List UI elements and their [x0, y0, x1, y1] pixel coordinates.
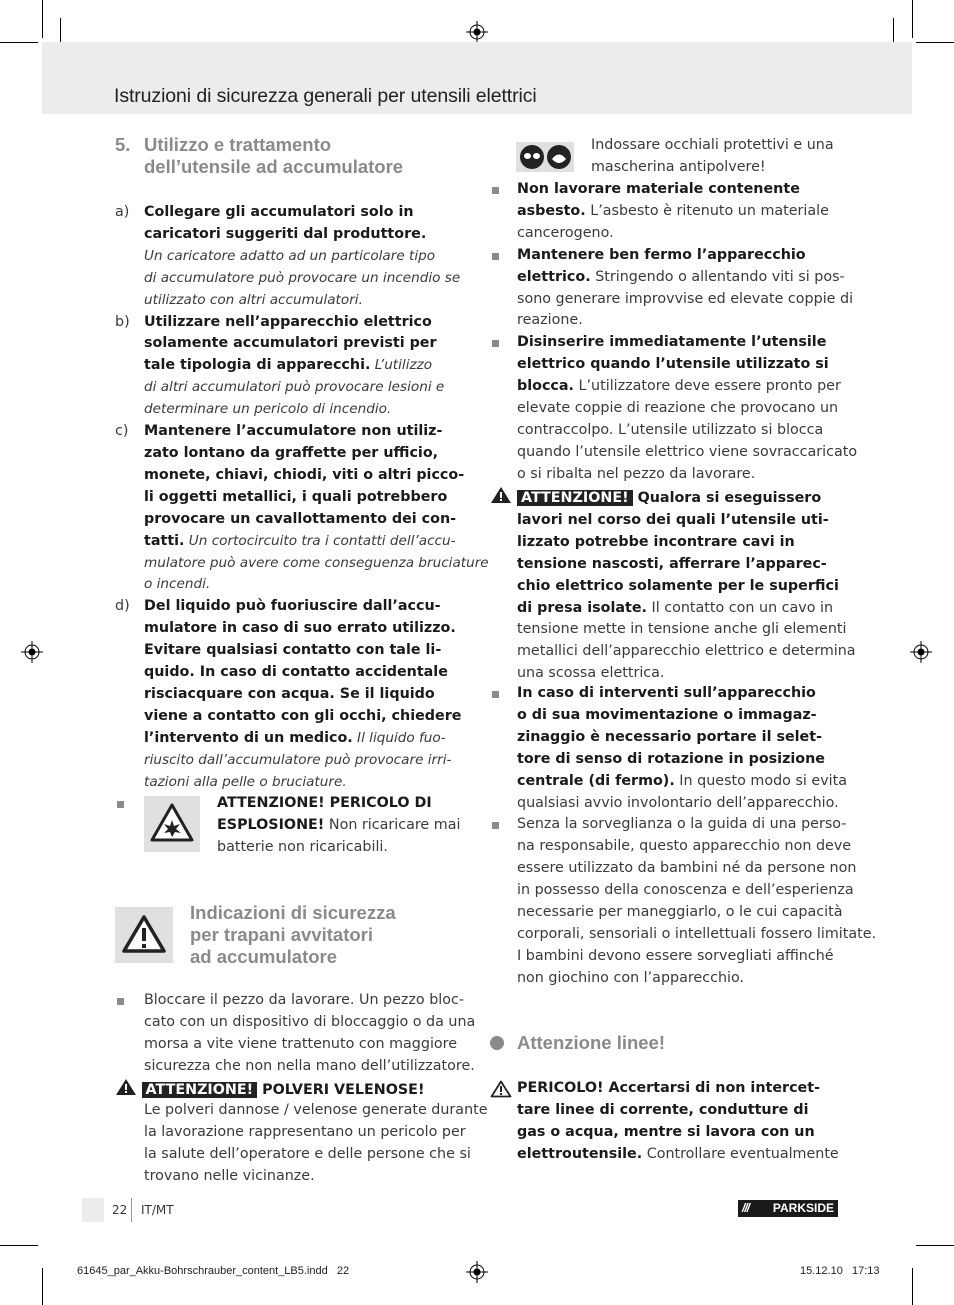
print-slug-file: 61645_par_Akku-Bohrschrauber_content_LB5.indd 22: [77, 1265, 350, 1277]
list-item-letter: b): [115, 313, 130, 330]
text-line: o si ribalta nel pezzo da lavorare.: [517, 465, 756, 482]
attention-label: ATTENZIONE!: [517, 490, 633, 506]
page-title: Istruzioni di sicurezza generali per utensili elettrici: [114, 85, 537, 107]
text-line: Indossare occhiali protettivi e una: [591, 137, 834, 153]
text-line: chio elettrico solamente per le superfici: [517, 577, 839, 594]
bullet-icon: [117, 998, 124, 1005]
text-line: tensione mette in tensione anche gli elementi: [517, 621, 847, 638]
section-number: 5.: [115, 134, 131, 155]
text-line: elettrico quando l’utensile utilizzato si: [517, 356, 829, 373]
text-line: in possesso della conoscenza e dell’esperienza: [517, 882, 854, 899]
text-line: la lavorazione rappresentano un pericolo per: [144, 1123, 466, 1140]
crop-mark: [893, 18, 894, 44]
text-line: monete, chiavi, chiodi, viti o altri picco-: [144, 466, 465, 483]
registration-mark-icon: [21, 641, 43, 663]
text-line: mulatore in caso di suo errato utilizzo.: [144, 620, 456, 637]
text-line: Non lavorare materiale contenente: [517, 181, 800, 197]
crop-mark: [912, 0, 913, 38]
text-line: I bambini devono essere sorvegliati affinché: [517, 947, 834, 964]
cable-warning: [490, 486, 856, 685]
explosion-warning-text: ATTENZIONE! PERICOLO DI ESPLOSIONE! Non ricaricare mai batterie non ricaricabili.: [217, 795, 461, 855]
crop-mark: [916, 42, 954, 43]
language-code: IT/MT: [141, 1203, 174, 1217]
registration-mark-icon: [910, 641, 932, 663]
text-line: viene a contatto con gli occhi, chiedere: [144, 707, 462, 724]
text-line: sono generare improvvise ed elevate coppie di: [517, 290, 854, 307]
crop-mark: [60, 18, 61, 44]
text-line: In caso di interventi sull’apparecchio: [517, 685, 816, 701]
bullet-icon: [492, 187, 499, 194]
bullet-icon: [492, 691, 499, 698]
warning-triangle-icon: [115, 1078, 137, 1096]
page-header: [42, 42, 912, 114]
text-line: mulatore può avere come conseguenza bruciature: [144, 554, 489, 571]
page-number: 22: [112, 1203, 128, 1217]
text-line: tazioni alla pelle o bruciature.: [144, 773, 347, 790]
text-line: tatti. Un cortocircuito tra i contatti dell’accu-: [144, 532, 456, 549]
text-line: cancerogeno.: [517, 224, 614, 241]
text-line: zato lontano da graffette per ufficio,: [144, 444, 439, 461]
text-line: non giochino con l’apparecchio.: [517, 969, 745, 986]
footer-tab: [82, 1198, 104, 1222]
text-line: quido. In caso di contatto accidentale: [144, 664, 448, 681]
text-line: elettrico. Stringendo o allentando viti si pos-: [517, 268, 845, 285]
text-line: reazione.: [517, 312, 583, 329]
section-title: Utilizzo e trattamento dell’utensile ad accumulatore: [144, 134, 404, 177]
brand-logo: /// PARKSIDE: [738, 1200, 838, 1217]
text-line: solamente accumulatori previsti per: [144, 335, 437, 352]
list-item: [490, 245, 854, 333]
text-line: trovano nelle vicinanze.: [144, 1167, 315, 1184]
text-line: di altri accumulatori può provocare lesioni e: [144, 379, 445, 396]
print-slug-date: 15.12.10 17:13: [800, 1265, 880, 1277]
footer-divider: [131, 1198, 132, 1222]
list-item: [115, 596, 475, 793]
text-line: tare linee di corrente, condutture di: [517, 1101, 809, 1118]
text-line: Le polveri dannose / velenose generate durante: [144, 1102, 488, 1118]
crop-mark: [916, 1245, 954, 1246]
text-line: di accumulatore può provocare un incendio se: [144, 269, 461, 286]
text-line: gas o acqua, mentre si lavora con un: [517, 1123, 815, 1140]
text-line: sicurezza che non nella mano dell’utilizzatore.: [144, 1057, 475, 1074]
text-line: cato con un dispositivo di bloccaggio o da una: [144, 1013, 476, 1030]
list-item-letter: d): [115, 598, 130, 615]
text-line: di presa isolate. Il contatto con un cavo in: [517, 599, 834, 616]
danger-triangle-icon: [490, 1080, 512, 1098]
text-line: elettroutensile. Controllare eventualmente: [517, 1145, 839, 1162]
text-line: l’intervento di un medico. Il liquido fuo-: [144, 729, 446, 746]
text-line: caricatori suggeriti dal produttore.: [144, 225, 427, 242]
text-line: na responsabile, questo apparecchio non deve: [517, 838, 852, 855]
crop-mark: [0, 1245, 38, 1246]
text-line: tore di senso di rotazione in posizione: [517, 750, 825, 767]
list-item: [490, 179, 840, 245]
list-item: [490, 332, 858, 485]
text-line: provocare un cavallottamento dei con-: [144, 510, 457, 527]
drill-bullet-text: [144, 990, 474, 1078]
text-line: tensione nascosti, afferrare l’apparec-: [517, 555, 827, 572]
text-line: mascherina antipolvere!: [591, 158, 766, 175]
section-title: Attenzione linee!: [517, 1032, 666, 1053]
text-line: essere utilizzato da bambini né da persone non: [517, 860, 857, 877]
text-line: qualsiasi avvio involontario dell’apparecchio.: [517, 794, 839, 811]
protection-icons: [516, 142, 574, 172]
list-item: [115, 202, 475, 312]
crop-mark: [42, 0, 43, 38]
text-line: necessarie per maneggiarlo, o le cui capacità: [517, 904, 843, 921]
text-line: PERICOLO! Accertarsi di non intercet-: [517, 1080, 821, 1096]
registration-mark-icon: [466, 21, 488, 43]
safety-bullets: [490, 179, 858, 486]
explosion-warning-icon: [144, 796, 200, 852]
text-line: morsa a vite viene trattenuto con maggiore: [144, 1035, 458, 1052]
text-line: contraccolpo. L’utensile utilizzato si blocca: [517, 421, 824, 438]
list-item: [490, 814, 877, 989]
text-line: risciacquare con acqua. Se il liquido: [144, 685, 435, 702]
list-item: [490, 683, 848, 814]
text-line: Del liquido può fuoriuscire dall’accu-: [144, 598, 441, 615]
danger-text: [517, 1078, 847, 1166]
text-line: una scossa elettrica.: [517, 665, 665, 682]
text-line: Mantenere l’accumulatore non utiliz-: [144, 423, 443, 440]
text-line: centrale (di fermo). In questo modo si evita: [517, 772, 848, 789]
text-line: Mantenere ben fermo l’apparecchio: [517, 246, 806, 263]
text-line: corporali, sensoriali o intellettuali fossero limitate.: [517, 925, 877, 942]
protection-text: [591, 135, 841, 179]
numbered-list: [115, 202, 489, 793]
text-line: o di sua movimentazione o immagaz-: [517, 706, 817, 723]
text-line: blocca. L’utilizzatore deve essere pronto per: [517, 378, 841, 395]
text-line: Disinserire immediatamente l’utensile: [517, 334, 827, 351]
bullet-icon: [492, 253, 499, 260]
text-line: Utilizzare nell’apparecchio elettrico: [144, 313, 432, 330]
text-line: utilizzato con altri accumulatori.: [144, 291, 363, 308]
text-line: tale tipologia di apparecchi. L’utilizzo: [144, 357, 433, 374]
text-line: Collegare gli accumulatori solo in: [144, 204, 414, 220]
text-line: o incendi.: [144, 576, 211, 593]
poison-warning: ATTENZIONE! POLVERI VELENOSE!: [115, 1078, 475, 1102]
text-line: quando l’utensile elettrico viene sovraccaricato: [517, 443, 858, 460]
section-title: Indicazioni di sicurezza per trapani avvitatori ad accumulatore: [190, 902, 396, 967]
attention-label: ATTENZIONE!: [142, 1082, 258, 1098]
text-line: ATTENZIONE! Qualora si eseguissero: [490, 486, 842, 510]
text-line: Evitare qualsiasi contatto con tale li-: [144, 642, 442, 659]
warning-triangle-icon: [490, 486, 512, 504]
crop-mark: [0, 42, 38, 43]
bullet-icon: [117, 801, 124, 808]
text-line: asbesto. L’asbesto è ritenuto un materiale: [517, 202, 829, 219]
text-line: elevate coppie di reazione che provocano un: [517, 400, 839, 417]
text-line: li oggetti metallici, i quali potrebbero: [144, 488, 448, 505]
list-item: [115, 421, 489, 596]
text-line: Un caricatore adatto ad un particolare tipo: [144, 247, 436, 264]
text-line: Senza la sorveglianza o la guida di una perso-: [517, 816, 847, 833]
bullet-icon: [492, 822, 499, 829]
text-line: lizzato potrebbe incontrare cavi in: [517, 533, 795, 550]
crop-mark: [42, 1268, 43, 1305]
text-line: Bloccare il pezzo da lavorare. Un pezzo bloc-: [144, 992, 465, 1008]
safety-bullets: [490, 683, 877, 990]
text-line: la salute dell’operatore e delle persone che si: [144, 1145, 471, 1162]
poison-warning-text: [144, 1100, 488, 1188]
text-line: determinare un pericolo di incendio.: [144, 401, 392, 418]
list-item-letter: c): [115, 423, 129, 440]
text-line: zinaggio è necessario portare il selet-: [517, 728, 823, 745]
list-item-letter: a): [115, 204, 130, 220]
bullet-circle-icon: [490, 1036, 504, 1050]
warning-triangle-icon: [115, 907, 173, 963]
text-line: metallici dell’apparecchio elettrico e determina: [517, 643, 856, 660]
bullet-icon: [492, 340, 499, 347]
text-line: lavori nel corso dei quali l’utensile uti-: [517, 511, 829, 528]
list-item: [115, 312, 475, 422]
registration-mark-icon: [466, 1261, 488, 1283]
text-line: riuscito dall’accumulatore può provocare irri-: [144, 751, 452, 768]
crop-mark: [912, 1268, 913, 1305]
